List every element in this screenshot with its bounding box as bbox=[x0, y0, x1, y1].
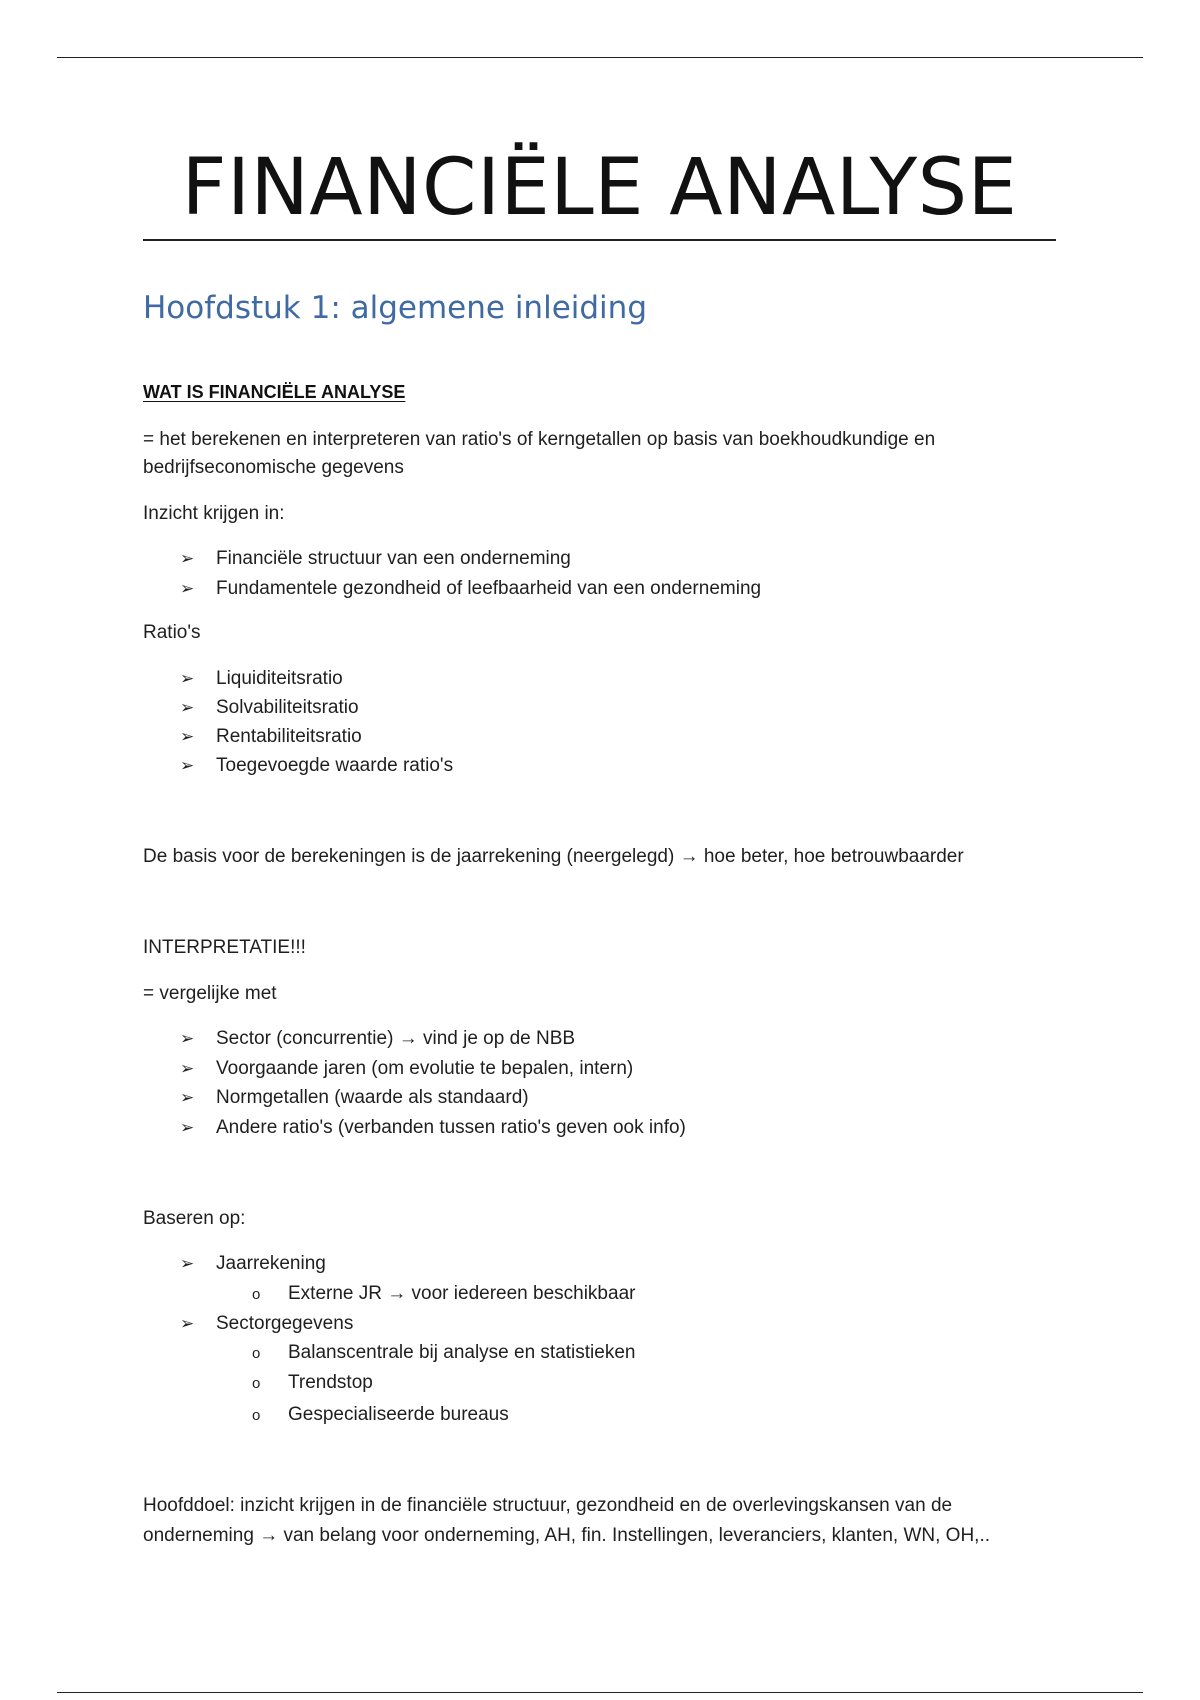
circle-bullet-icon: o bbox=[252, 1375, 261, 1392]
list-item: ➢ Andere ratio's (verbanden tussen ratio's geven ook info) bbox=[180, 1113, 686, 1142]
arrowhead-bullet-icon: ➢ bbox=[180, 756, 195, 775]
circle-bullet-icon: o bbox=[252, 1345, 261, 1362]
sub-list-item: o Balanscentrale bij analyse en statistieken bbox=[252, 1338, 635, 1368]
arrowhead-bullet-icon: ➢ bbox=[180, 579, 195, 598]
list-item: ➢ Liquiditeitsratio bbox=[180, 664, 343, 693]
list-item: ➢ Normgetallen (waarde als standaard) bbox=[180, 1083, 529, 1112]
list-item: ➢ Solvabiliteitsratio bbox=[180, 693, 359, 722]
insight-label: Inzicht krijgen in: bbox=[143, 503, 285, 524]
arrowhead-bullet-icon: ➢ bbox=[180, 669, 195, 688]
goal-line-2: onderneming → van belang voor onderneming, AH, fin. Instellingen, leveranciers, klanten, WN, OH,.. bbox=[143, 1525, 991, 1546]
arrowhead-bullet-icon: ➢ bbox=[180, 1254, 195, 1273]
arrowhead-bullet-icon: ➢ bbox=[180, 1059, 195, 1078]
page-top-rule bbox=[57, 57, 1143, 58]
ratios-label: Ratio's bbox=[143, 622, 201, 643]
sub-list-item: o Trendstop bbox=[252, 1368, 373, 1398]
basis-sentence: De basis voor de berekeningen is de jaarrekening (neergelegd) → hoe beter, hoe betrouwbaarder bbox=[143, 846, 964, 867]
goal-line-1: Hoofddoel: inzicht krijgen in de financiële structuur, gezondheid en de overlevingskansen van de bbox=[143, 1495, 953, 1516]
arrowhead-bullet-icon: ➢ bbox=[180, 1029, 195, 1048]
section-heading: WAT IS FINANCIËLE ANALYSE bbox=[143, 382, 406, 402]
arrowhead-bullet-icon: ➢ bbox=[180, 549, 195, 568]
list-item: ➢ Sectorgegevens bbox=[180, 1309, 353, 1338]
list-item: ➢ Toegevoegde waarde ratio's bbox=[180, 751, 453, 780]
compare-label: = vergelijke met bbox=[143, 983, 277, 1004]
list-item: ➢ Jaarrekening bbox=[180, 1249, 326, 1278]
sub-list-item: o Externe JR → voor iedereen beschikbaar bbox=[252, 1279, 635, 1309]
sub-list-item: o Gespecialiseerde bureaus bbox=[252, 1400, 509, 1430]
list-item: ➢ Fundamentele gezondheid of leefbaarheid van een onderneming bbox=[180, 574, 761, 603]
arrowhead-bullet-icon: ➢ bbox=[180, 727, 195, 746]
chapter-heading: Hoofdstuk 1: algemene inleiding bbox=[143, 290, 647, 326]
list-item: ➢ Sector (concurrentie) → vind je op de NBB bbox=[180, 1024, 575, 1053]
definition-line-2: bedrijfseconomische gegevens bbox=[143, 457, 404, 478]
page-bottom-rule bbox=[57, 1692, 1143, 1693]
arrow-right-icon: → bbox=[398, 1028, 418, 1049]
list-item: ➢ Rentabiliteitsratio bbox=[180, 722, 362, 751]
list-item: ➢ Financiële structuur van een onderneming bbox=[180, 544, 571, 573]
document-title: FINANCIËLE ANALYSE bbox=[143, 143, 1056, 241]
arrowhead-bullet-icon: ➢ bbox=[180, 1118, 195, 1137]
base-label: Baseren op: bbox=[143, 1208, 246, 1229]
arrowhead-bullet-icon: ➢ bbox=[180, 698, 195, 717]
list-item: ➢ Voorgaande jaren (om evolutie te bepalen, intern) bbox=[180, 1054, 633, 1083]
arrow-right-icon: → bbox=[679, 846, 699, 867]
arrowhead-bullet-icon: ➢ bbox=[180, 1314, 195, 1333]
circle-bullet-icon: o bbox=[252, 1407, 261, 1424]
arrow-right-icon: → bbox=[387, 1283, 407, 1304]
arrowhead-bullet-icon: ➢ bbox=[180, 1088, 195, 1107]
arrow-right-icon: → bbox=[259, 1525, 279, 1546]
definition-line-1: = het berekenen en interpreteren van ratio's of kerngetallen op basis van boekhoudkundige en bbox=[143, 429, 936, 450]
interpretation-label: INTERPRETATIE!!! bbox=[143, 937, 306, 958]
circle-bullet-icon: o bbox=[252, 1286, 261, 1303]
